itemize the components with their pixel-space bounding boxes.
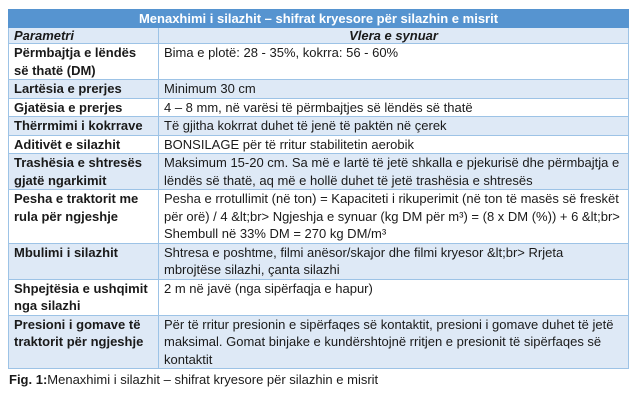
param-cell: Shpejtësia e ushqimit nga silazhi <box>9 279 159 315</box>
param-cell: Pesha e traktorit me rula për ngjeshje <box>9 190 159 244</box>
table-row <box>9 135 629 154</box>
table-title-row <box>9 10 629 28</box>
table-row <box>9 117 629 136</box>
table-body <box>9 44 629 369</box>
table-row <box>9 243 629 279</box>
value-cell: Të gjitha kokrrat duhet të jenë të paktën në çerek <box>159 117 629 136</box>
column-header-row <box>9 28 629 44</box>
silage-management-table <box>8 9 629 369</box>
param-cell: Thërrmimi i kokrrave <box>9 117 159 136</box>
value-cell: Maksimum 15-20 cm. Sa më e lartë të jetë shkalla e pjekurisë dhe përmbajtja e lëndës së thatë, aq më e hollë duhet të jetë trashësia e shtresës <box>159 154 629 190</box>
table-row <box>9 279 629 315</box>
value-cell: Për të rritur presionin e sipërfaqes së kontaktit, presioni i gomave duhet të jetë maksimal. Gomat binjake e kundërshtojnë rritjen e presionit të sipërfaqes së kontaktit <box>159 315 629 369</box>
value-cell: Shtresa e poshtme, filmi anësor/skajor dhe filmi kryesor &lt;br> Rrjeta mbrojtëse silazhi, çanta silazhi <box>159 243 629 279</box>
value-cell: Minimum 30 cm <box>159 80 629 99</box>
param-cell: Lartësia e prerjes <box>9 80 159 99</box>
param-cell: Trashësia e shtresës gjatë ngarkimit <box>9 154 159 190</box>
table-row <box>9 190 629 244</box>
table-title: Menaxhimi i silazhit – shifrat kryesore për silazhin e misrit <box>9 10 629 28</box>
table-row <box>9 44 629 80</box>
column-header-parametri: Parametri <box>9 28 159 44</box>
value-cell: Bima e plotë: 28 - 35%, kokrra: 56 - 60% <box>159 44 629 80</box>
param-cell: Aditivët e silazhit <box>9 135 159 154</box>
value-cell: Pesha e rrotullimit (në ton) = Kapaciteti i rikuperimit (në ton të masës së freskët për orë) / 4 &lt;br> Ngjeshja e synuar (kg DM për m³) = (8 x DM (%)) + 6 &lt;br> Shembull në 33% DM = 270 kg DM/m³ <box>159 190 629 244</box>
value-cell: BONSILAGE për të rritur stabilitetin aerobik <box>159 135 629 154</box>
figure-caption-text: Menaxhimi i silazhit – shifrat kryesore për silazhin e misrit <box>47 372 379 387</box>
table-row <box>9 315 629 369</box>
figure-caption <box>8 372 628 387</box>
param-cell: Presioni i gomave të traktorit për ngjeshje <box>9 315 159 369</box>
table-row <box>9 80 629 99</box>
value-cell: 4 – 8 mm, në varësi të përmbajtjes së lëndës së thatë <box>159 98 629 117</box>
value-cell: 2 m në javë (nga sipërfaqja e hapur) <box>159 279 629 315</box>
figure-caption-label: Fig. 1: <box>9 372 48 387</box>
param-cell: Gjatësia e prerjes <box>9 98 159 117</box>
table-row <box>9 154 629 190</box>
column-header-vlera-e-synuar: Vlera e synuar <box>159 28 629 44</box>
table-row <box>9 98 629 117</box>
param-cell: Përmbajtja e lëndës së thatë (DM) <box>9 44 159 80</box>
param-cell: Mbulimi i silazhit <box>9 243 159 279</box>
